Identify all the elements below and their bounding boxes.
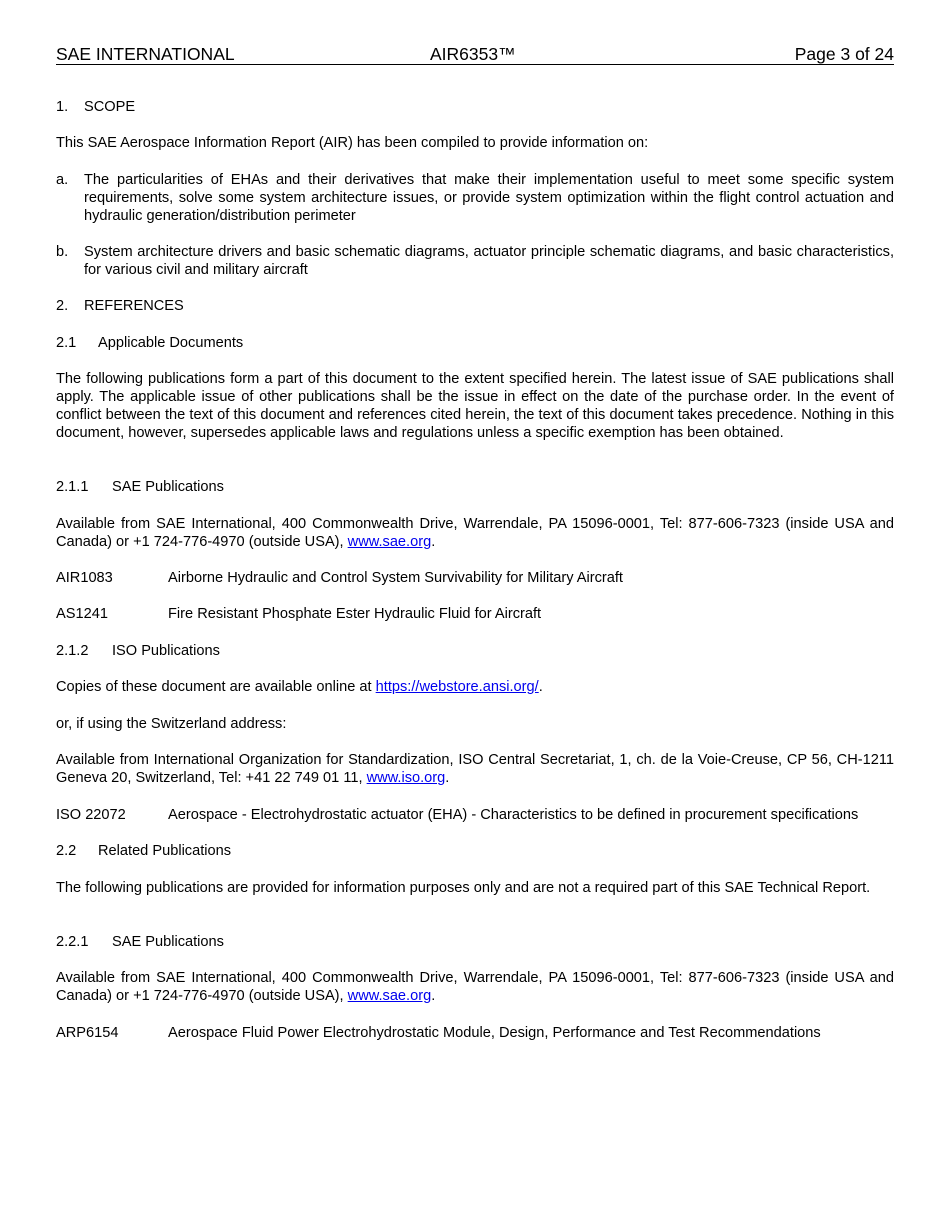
section-2-2-1-heading: 2.2.1 SAE Publications xyxy=(56,934,224,950)
header-org: SAE INTERNATIONAL xyxy=(56,44,235,64)
related-sae-website-link[interactable]: www.sae.org xyxy=(347,988,432,1004)
scope-item-a: a. The particularities of EHAs and their derivatives that make their implementation useful to meet some specific system requirements, solve some system architecture issues, or provide system optimization within the flight control actuation and hydraulic generation/distribution perimeter xyxy=(56,172,894,224)
ansi-webstore-link[interactable]: https://webstore.ansi.org/ xyxy=(375,679,539,695)
applicable-documents-text: The following publications form a part of this document to the extent specified herein. The latest issue of SAE publications shall apply. The applicable issue of other publications shall be the issue in effect on the date of the purchase order. In the event of conflict between the text of this document and references cited herein, the text of this document takes precedence. Nothing in this document, however, supersedes applicable laws and regulations unless a specific exemption has been obtained. xyxy=(56,371,894,441)
sae-website-link[interactable]: www.sae.org xyxy=(347,534,432,550)
section-2-2-heading: 2.2 Related Publications xyxy=(56,843,232,859)
sae-availability-text: Available from SAE International, 400 Commonwealth Drive, Warrendale, PA 15096-0001, Tel: 877-606-7323 (inside USA and Canada) or +1 724-776-4970 (outside USA), www.sae.org. xyxy=(56,516,894,550)
section-2-1-2-heading: 2.1.2 ISO Publications xyxy=(56,643,220,659)
related-publications-text: The following publications are provided for information purposes only and are not a required part of this SAE Technical Report. xyxy=(56,880,871,896)
header-page-number: Page 3 of 24 xyxy=(794,44,894,64)
iso-availability-text: Available from International Organization for Standardization, ISO Central Secretariat, 1, ch. de la Voie-Creuse, CP 56, CH-1211 Geneva 20, Switzerland, Tel: +41 22 749 01 11, www.iso.org. xyxy=(56,752,894,786)
header-doc-id: AIR6353™ xyxy=(430,44,516,64)
iso-website-link[interactable]: www.iso.org xyxy=(366,770,446,786)
iso-copies-text: Copies of these document are available online at https://webstore.ansi.org/. xyxy=(56,679,543,695)
scope-intro: This SAE Aerospace Information Report (AIR) has been compiled to provide information on: xyxy=(56,135,649,151)
related-sae-availability-text: Available from SAE International, 400 Commonwealth Drive, Warrendale, PA 15096-0001, Tel: 877-606-7323 (inside USA and Canada) or +1 724-776-4970 (outside USA), www.sae.org. xyxy=(56,970,894,1004)
section-2-heading: 2. REFERENCES xyxy=(56,298,184,314)
section-2-1-1-heading: 2.1.1 SAE Publications xyxy=(56,479,224,495)
section-2-1-heading: 2.1 Applicable Documents xyxy=(56,335,244,351)
section-1-heading: 1. SCOPE xyxy=(56,99,136,115)
scope-item-b: b. System architecture drivers and basic schematic diagrams, actuator principle schematic diagrams, and basic characteristics, for various civil and military aircraft xyxy=(56,244,894,278)
switzerland-address-note: or, if using the Switzerland address: xyxy=(56,716,287,732)
page-header xyxy=(56,44,894,65)
